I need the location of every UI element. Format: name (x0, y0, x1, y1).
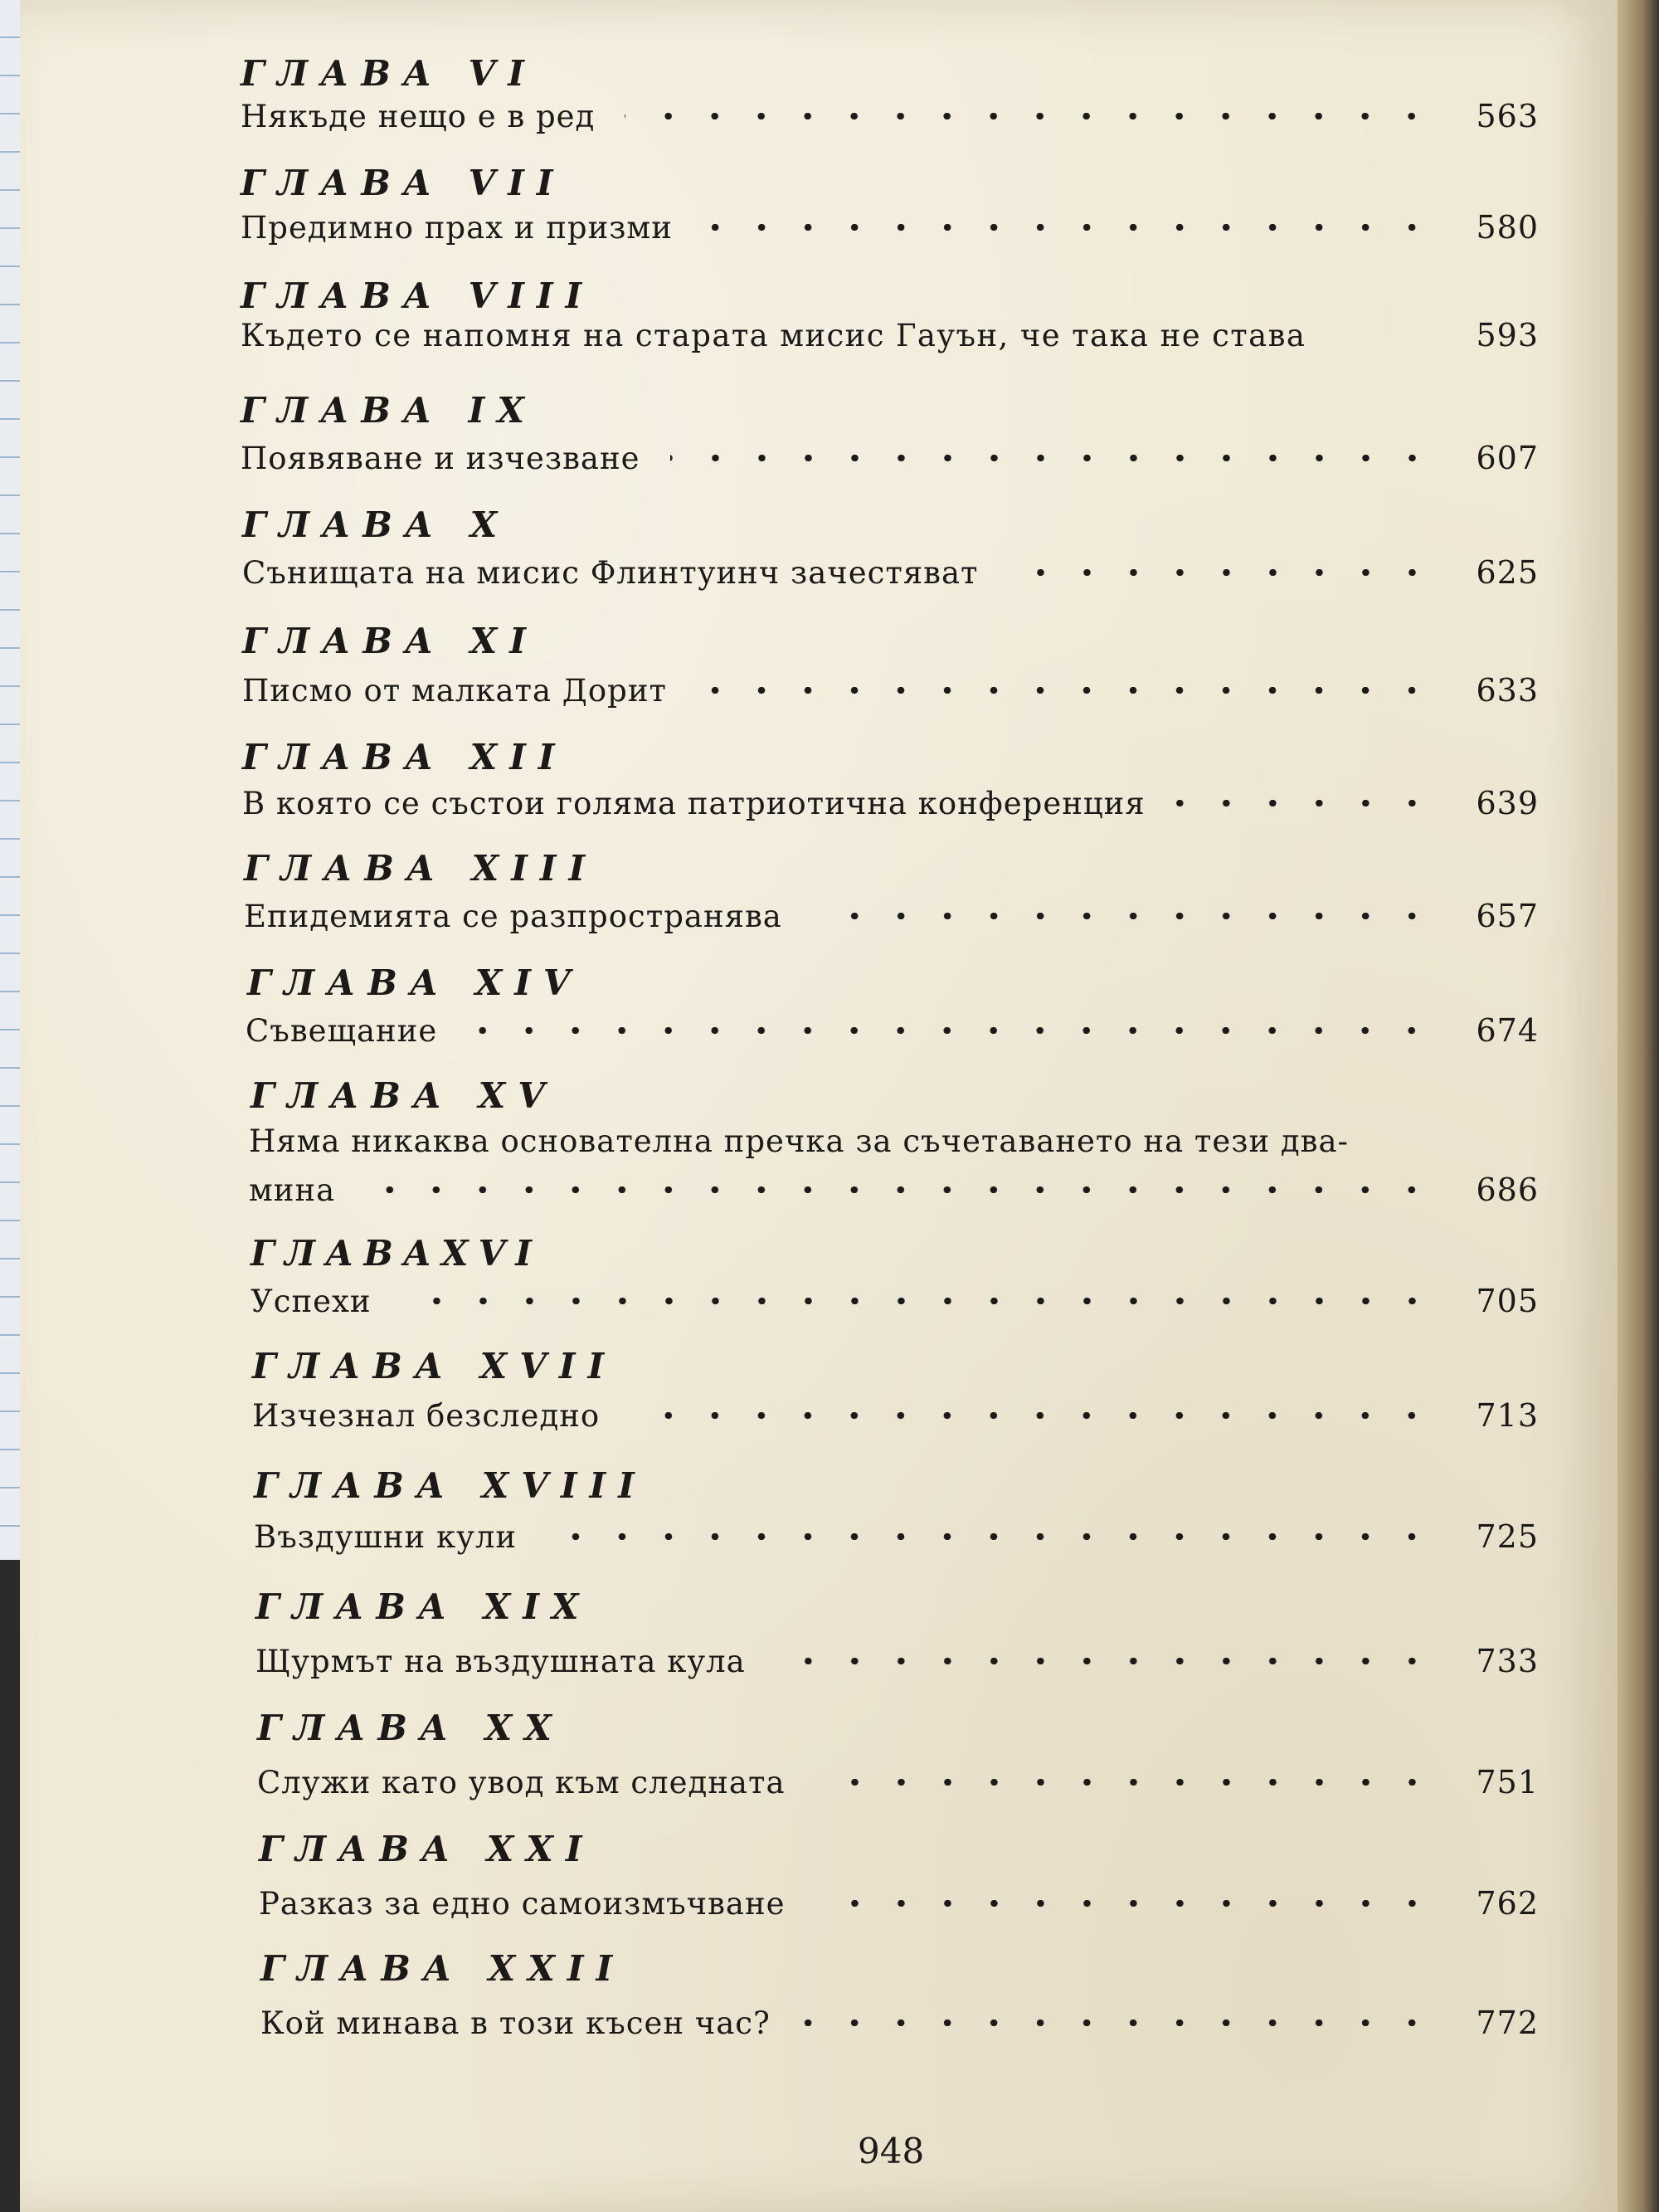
chapter-title: Появяване и изчезване (241, 441, 640, 476)
chapter-title: Където се напомня на старата мисис Гауън, че така не става (241, 318, 1306, 353)
page-number: 733 (1476, 1643, 1539, 1679)
page-number: 674 (1476, 1012, 1539, 1049)
chapter-heading: ГЛАВА XV (251, 1075, 557, 1116)
page-number: 607 (1476, 440, 1539, 476)
chapter-heading: ГЛАВА XXII (260, 1948, 625, 1989)
toc-line (257, 1764, 1539, 1800)
toc-line (252, 1397, 1539, 1434)
toc-line (249, 1172, 1539, 1208)
chapter-heading: ГЛАВА XIX (255, 1586, 591, 1627)
toc-line (242, 554, 1539, 591)
page-number: 593 (1476, 317, 1539, 353)
toc-line (246, 1012, 1539, 1049)
chapter-heading: ГЛАВА XII (242, 737, 567, 777)
chapter-title: Съвещание (246, 1013, 438, 1049)
chapter-title: Кой минава в този късен час? (260, 2005, 771, 2041)
toc-line (242, 785, 1539, 821)
chapter-title: Някъде нещо е в ред (241, 99, 596, 134)
toc-line (255, 1643, 1539, 1679)
chapter-heading: ГЛАВАXVI (251, 1233, 542, 1274)
page-number: 762 (1476, 1885, 1539, 1922)
toc-line (260, 2005, 1539, 2041)
book-page (20, 0, 1618, 2212)
page-number: 725 (1476, 1518, 1539, 1555)
dot-leader (365, 1186, 1435, 1193)
chapter-heading: ГЛАВА VI (241, 53, 537, 94)
dot-leader (800, 2020, 1435, 2026)
page-number: 625 (1476, 554, 1539, 591)
toc-line (241, 98, 1539, 134)
chapter-title: мина (249, 1172, 336, 1208)
chapter-title: Предимно прах и призми (241, 210, 673, 246)
toc-line (241, 440, 1539, 476)
chapter-heading: ГЛАВА XVII (252, 1346, 617, 1386)
page-number: 705 (1476, 1283, 1539, 1319)
page-number: 751 (1476, 1764, 1539, 1800)
chapter-heading: ГЛАВА XIV (247, 962, 583, 1003)
chapter-title: Разказ за едно самоизмъчване (259, 1886, 786, 1922)
dot-leader (467, 1027, 1435, 1034)
dot-leader (697, 687, 1435, 694)
dot-leader (815, 1900, 1435, 1907)
chapter-heading: ГЛАВА XVIII (254, 1465, 647, 1506)
toc-line (241, 209, 1539, 246)
page-folio-number: 948 (858, 2131, 925, 2171)
chapter-heading: ГЛАВА XXI (259, 1829, 595, 1869)
toc-line (254, 1518, 1539, 1555)
page-number: 713 (1476, 1397, 1539, 1434)
page-number: 563 (1476, 98, 1539, 134)
chapter-title: Изчезнал безследно (252, 1398, 601, 1434)
dot-leader (815, 1779, 1435, 1786)
chapter-title: Сънищата на мисис Флинтуинч зачестяват (242, 555, 979, 591)
chapter-heading: ГЛАВА XIII (244, 848, 598, 889)
page-number: 639 (1476, 785, 1539, 821)
chapter-title: Въздушни кули (254, 1519, 518, 1555)
chapter-title: Писмо от малката Дорит (242, 673, 667, 709)
dot-leader (703, 224, 1435, 231)
chapter-title: Успехи (251, 1284, 372, 1319)
chapter-title: Щурмът на въздушната кула (255, 1644, 746, 1679)
dot-leader (1009, 569, 1435, 576)
page-number: 633 (1476, 672, 1539, 709)
toc-line (244, 898, 1539, 934)
dot-leader (1175, 800, 1435, 806)
chapter-heading: ГЛАВА XX (257, 1708, 564, 1748)
page-number: 580 (1476, 209, 1539, 246)
dot-leader (401, 1298, 1435, 1304)
chapter-title: В която се състои голяма патриотична конференция (242, 786, 1146, 821)
chapter-title: Епидемията се разпространява (244, 899, 782, 934)
chapter-title-line1: Няма никаква основателна пречка за съчетаването на тези два- (249, 1123, 1350, 1159)
page-number: 772 (1476, 2005, 1539, 2041)
dot-leader (812, 913, 1435, 919)
dot-leader (776, 1658, 1435, 1664)
toc-line (242, 672, 1539, 709)
dot-leader (670, 455, 1435, 461)
chapter-heading: ГЛАВА VIII (241, 275, 595, 316)
toc-line (259, 1885, 1539, 1922)
dot-leader (547, 1533, 1435, 1540)
page-number: 686 (1476, 1172, 1539, 1208)
dot-leader (630, 1412, 1435, 1419)
toc-line (241, 317, 1539, 353)
page-number: 657 (1476, 898, 1539, 934)
chapter-heading: ГЛАВА X (242, 504, 510, 545)
chapter-title: Служи като увод към следната (257, 1765, 786, 1800)
dot-leader (625, 113, 1435, 119)
chapter-heading: ГЛАВА XI (242, 621, 538, 661)
chapter-heading: ГЛАВА IX (241, 390, 537, 431)
chapter-heading: ГЛАВА VII (241, 163, 566, 203)
toc-line (251, 1283, 1539, 1319)
